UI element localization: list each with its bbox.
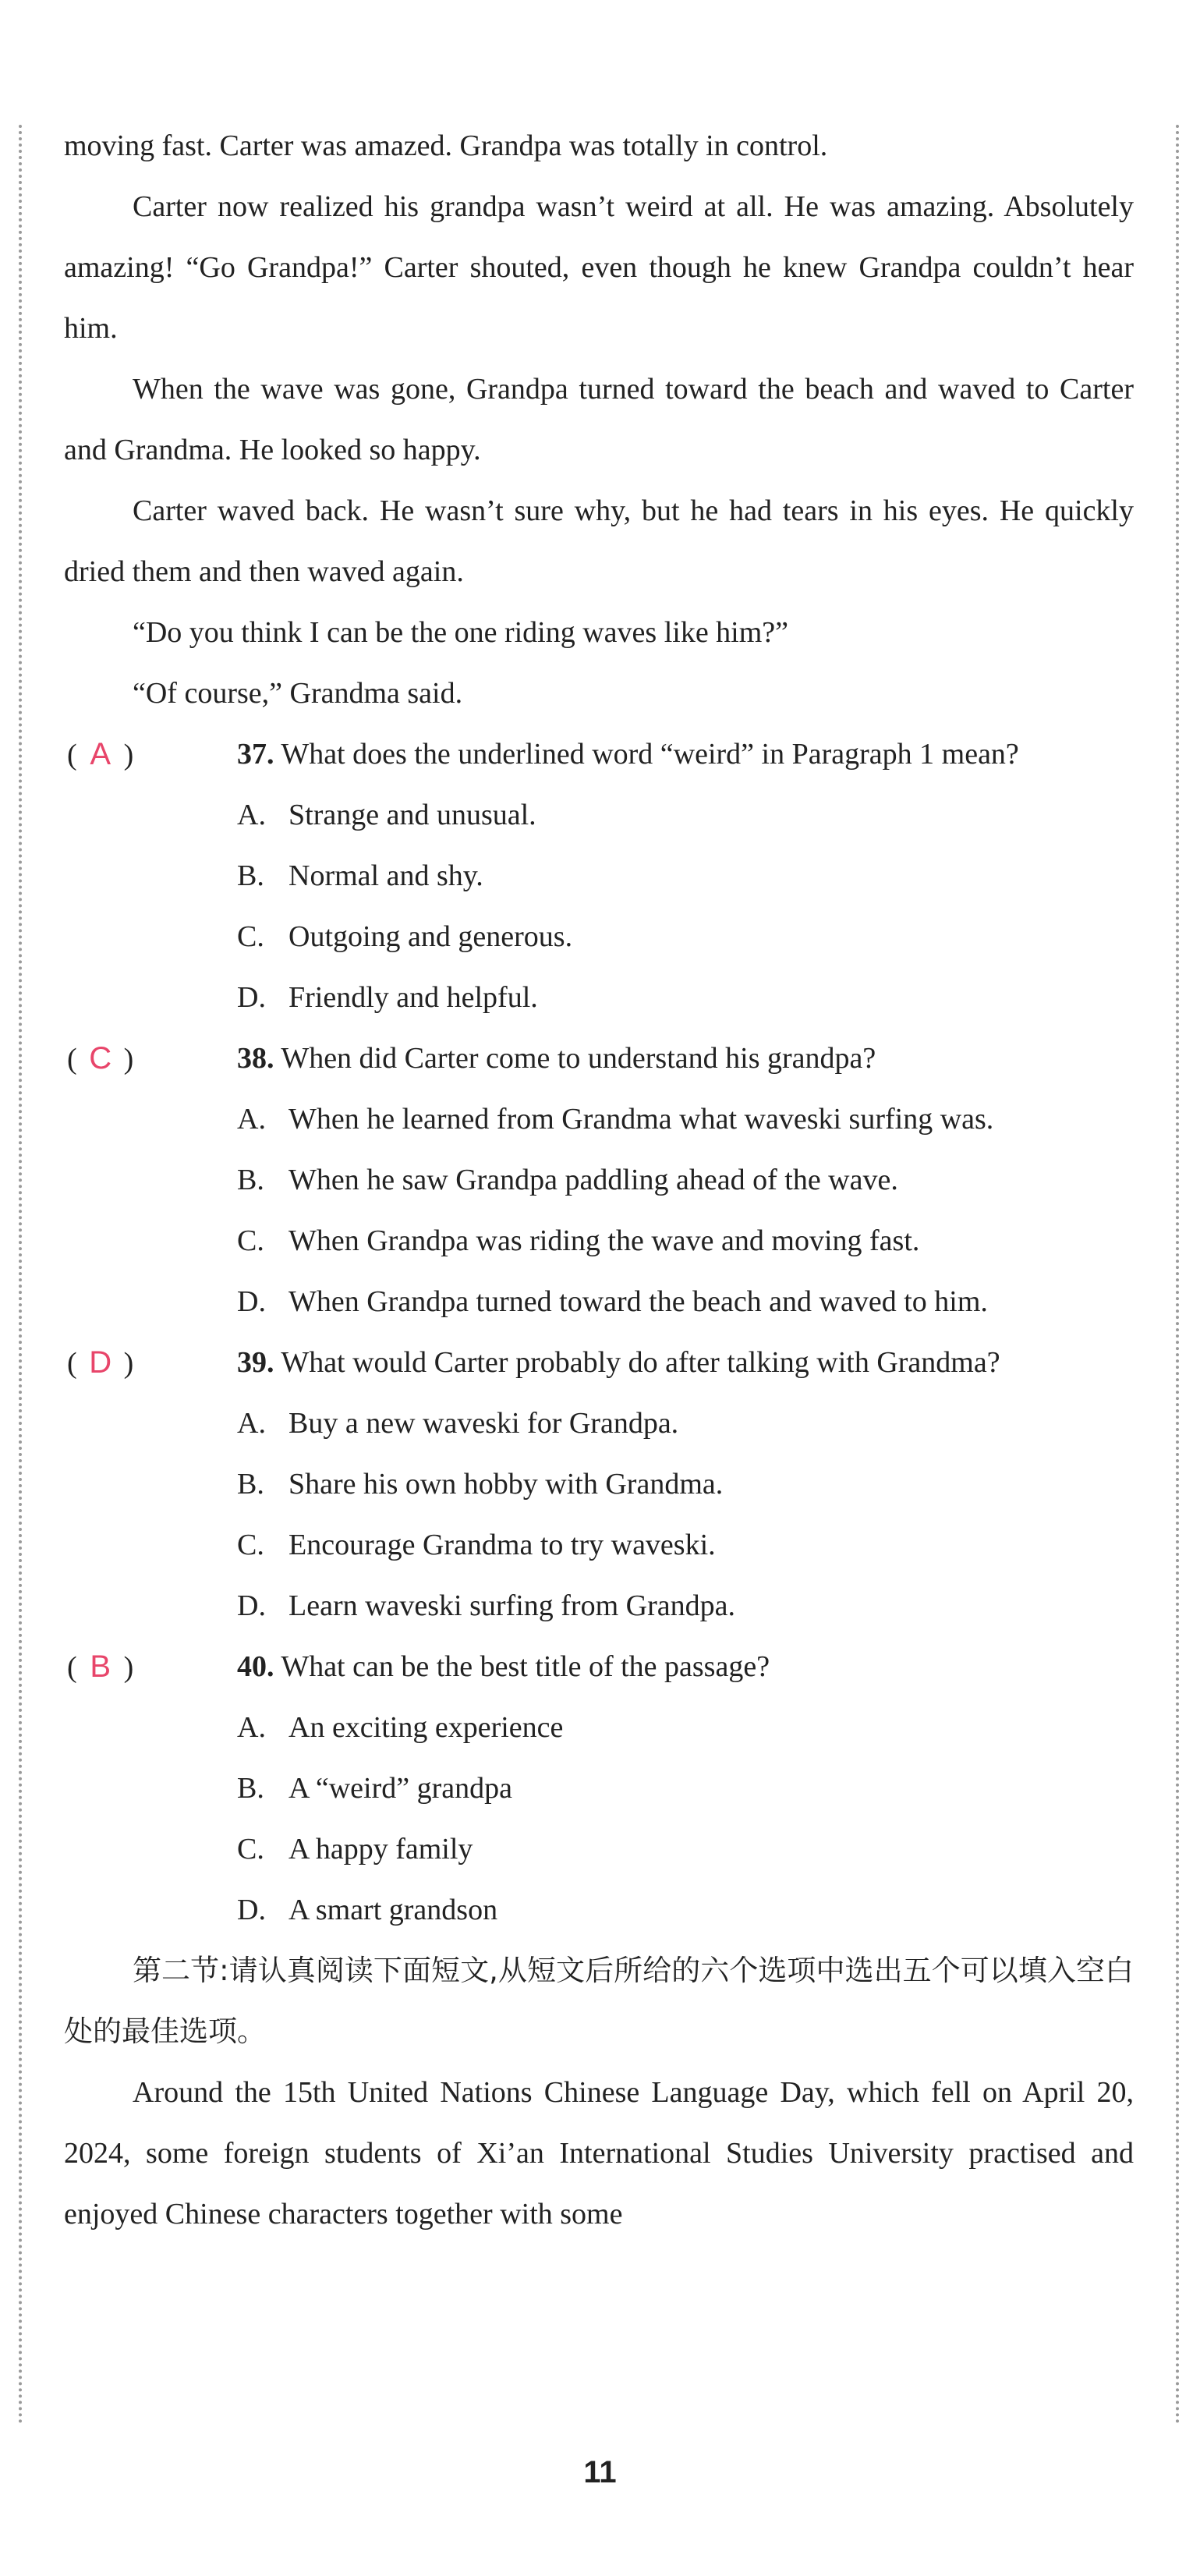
- option-d: [237, 1880, 1134, 1940]
- section-instruction: 第二节:请认真阅读下面短文,从短文后所给的六个选项中选出五个可以填入空白处的最佳选项。: [64, 1954, 1134, 2048]
- option-c: [237, 1210, 1134, 1271]
- option-letter: B.: [237, 1164, 264, 1196]
- option-d: [237, 1271, 1134, 1332]
- question-stem: [237, 724, 1134, 785]
- option-text: Friendly and helpful.: [288, 981, 538, 1014]
- passage-paragraph: Carter now realized his grandpa wasn’t weird at all. He was amazing. Absolutely amazing! “Go Grandpa!” Carter shouted, even though he knew Grandpa couldn’t hear him.: [64, 190, 1134, 345]
- answer-mark: B: [90, 1649, 111, 1684]
- question-text: What would Carter probably do after talking with Grandma?: [281, 1346, 1000, 1379]
- page-body: [64, 115, 1134, 2245]
- option-letter: D.: [237, 981, 266, 1014]
- option-b: [237, 1454, 1134, 1515]
- question-number: 38.: [237, 1042, 274, 1075]
- passage-paragraph: “Do you think I can be the one riding waves like him?”: [133, 616, 789, 649]
- question-39-options: [64, 1393, 1134, 1636]
- question-40-options: [64, 1697, 1134, 1940]
- option-letter: D.: [237, 1894, 266, 1926]
- option-letter: B.: [237, 1468, 264, 1501]
- answer-bracket: ( D ): [67, 1332, 231, 1394]
- option-letter: C.: [237, 1833, 264, 1866]
- answer-mark: C: [89, 1041, 112, 1075]
- answer-bracket: ( C ): [67, 1028, 231, 1090]
- option-letter: D.: [237, 1285, 266, 1318]
- question-number: 40.: [237, 1650, 274, 1683]
- option-a: [237, 1089, 1134, 1150]
- question-38-options: [64, 1089, 1134, 1332]
- question-39: [64, 1332, 1134, 1393]
- option-c: [237, 906, 1134, 967]
- option-text: Learn waveski surfing from Grandpa.: [288, 1589, 735, 1622]
- question-37: [64, 724, 1134, 785]
- option-text: Strange and unusual.: [288, 799, 536, 831]
- option-text: Buy a new waveski for Grandpa.: [288, 1407, 679, 1440]
- answer-mark: D: [89, 1345, 112, 1380]
- passage-paragraph: Carter waved back. He wasn’t sure why, but he had tears in his eyes. He quickly dried them and then waved again.: [64, 494, 1134, 588]
- question-number: 37.: [237, 738, 274, 771]
- question-stem: [237, 1332, 1134, 1393]
- answer-bracket: ( B ): [67, 1636, 231, 1698]
- page-number: 11: [583, 2455, 617, 2489]
- option-letter: A.: [237, 1711, 266, 1744]
- question-38: [64, 1028, 1134, 1089]
- answer-mark: A: [90, 737, 111, 771]
- answer-bracket: ( A ): [67, 724, 231, 785]
- option-text: Share his own hobby with Grandma.: [288, 1468, 724, 1501]
- option-letter: C.: [237, 920, 264, 953]
- question-stem: [237, 1636, 1134, 1697]
- option-text: When Grandpa was riding the wave and moving fast.: [288, 1224, 920, 1257]
- option-text: Encourage Grandma to try waveski.: [288, 1529, 716, 1561]
- option-b: [237, 1150, 1134, 1210]
- option-a: [237, 1393, 1134, 1454]
- option-a: [237, 1697, 1134, 1758]
- passage-paragraph: “Of course,” Grandma said.: [133, 677, 463, 710]
- question-text: What can be the best title of the passage?: [281, 1650, 770, 1683]
- question-text: What does the underlined word “weird” in Paragraph 1 mean?: [281, 738, 1019, 771]
- option-text: A “weird” grandpa: [288, 1772, 512, 1805]
- option-letter: C.: [237, 1529, 264, 1561]
- option-text: When he learned from Grandma what waveski surfing was.: [288, 1103, 994, 1136]
- question-40: [64, 1636, 1134, 1697]
- option-text: Normal and shy.: [288, 859, 483, 892]
- option-d: [237, 1575, 1134, 1636]
- question-stem: [237, 1028, 1134, 1089]
- option-text: A happy family: [288, 1833, 473, 1866]
- option-text: A smart grandson: [288, 1894, 498, 1926]
- option-text: An exciting experience: [288, 1711, 564, 1744]
- option-d: [237, 967, 1134, 1028]
- left-dotted-margin-rule: [19, 125, 22, 2425]
- option-text: When Grandpa turned toward the beach and waved to him.: [288, 1285, 988, 1318]
- question-text: When did Carter come to understand his grandpa?: [281, 1042, 876, 1075]
- option-letter: D.: [237, 1589, 266, 1622]
- option-letter: A.: [237, 1407, 266, 1440]
- option-text: Outgoing and generous.: [288, 920, 573, 953]
- option-letter: C.: [237, 1224, 264, 1257]
- passage-paragraph: Around the 15th United Nations Chinese Language Day, which fell on April 20, 2024, some foreign students of Xi’an International Studies University practised and enjoyed Chinese characters together with some: [64, 2076, 1134, 2231]
- question-37-options: [64, 785, 1134, 1028]
- option-letter: B.: [237, 859, 264, 892]
- option-c: [237, 1819, 1134, 1880]
- option-letter: A.: [237, 1103, 266, 1136]
- option-letter: A.: [237, 799, 266, 831]
- option-c: [237, 1515, 1134, 1575]
- option-letter: B.: [237, 1772, 264, 1805]
- option-b: [237, 1758, 1134, 1819]
- question-number: 39.: [237, 1346, 274, 1379]
- option-text: When he saw Grandpa paddling ahead of the wave.: [288, 1164, 898, 1196]
- passage-paragraph: When the wave was gone, Grandpa turned toward the beach and waved to Carter and Grandma. He looked so happy.: [64, 373, 1134, 466]
- option-b: [237, 845, 1134, 906]
- option-a: [237, 785, 1134, 845]
- passage-paragraph: moving fast. Carter was amazed. Grandpa was totally in control.: [64, 129, 828, 162]
- right-dotted-margin-rule: [1176, 125, 1179, 2425]
